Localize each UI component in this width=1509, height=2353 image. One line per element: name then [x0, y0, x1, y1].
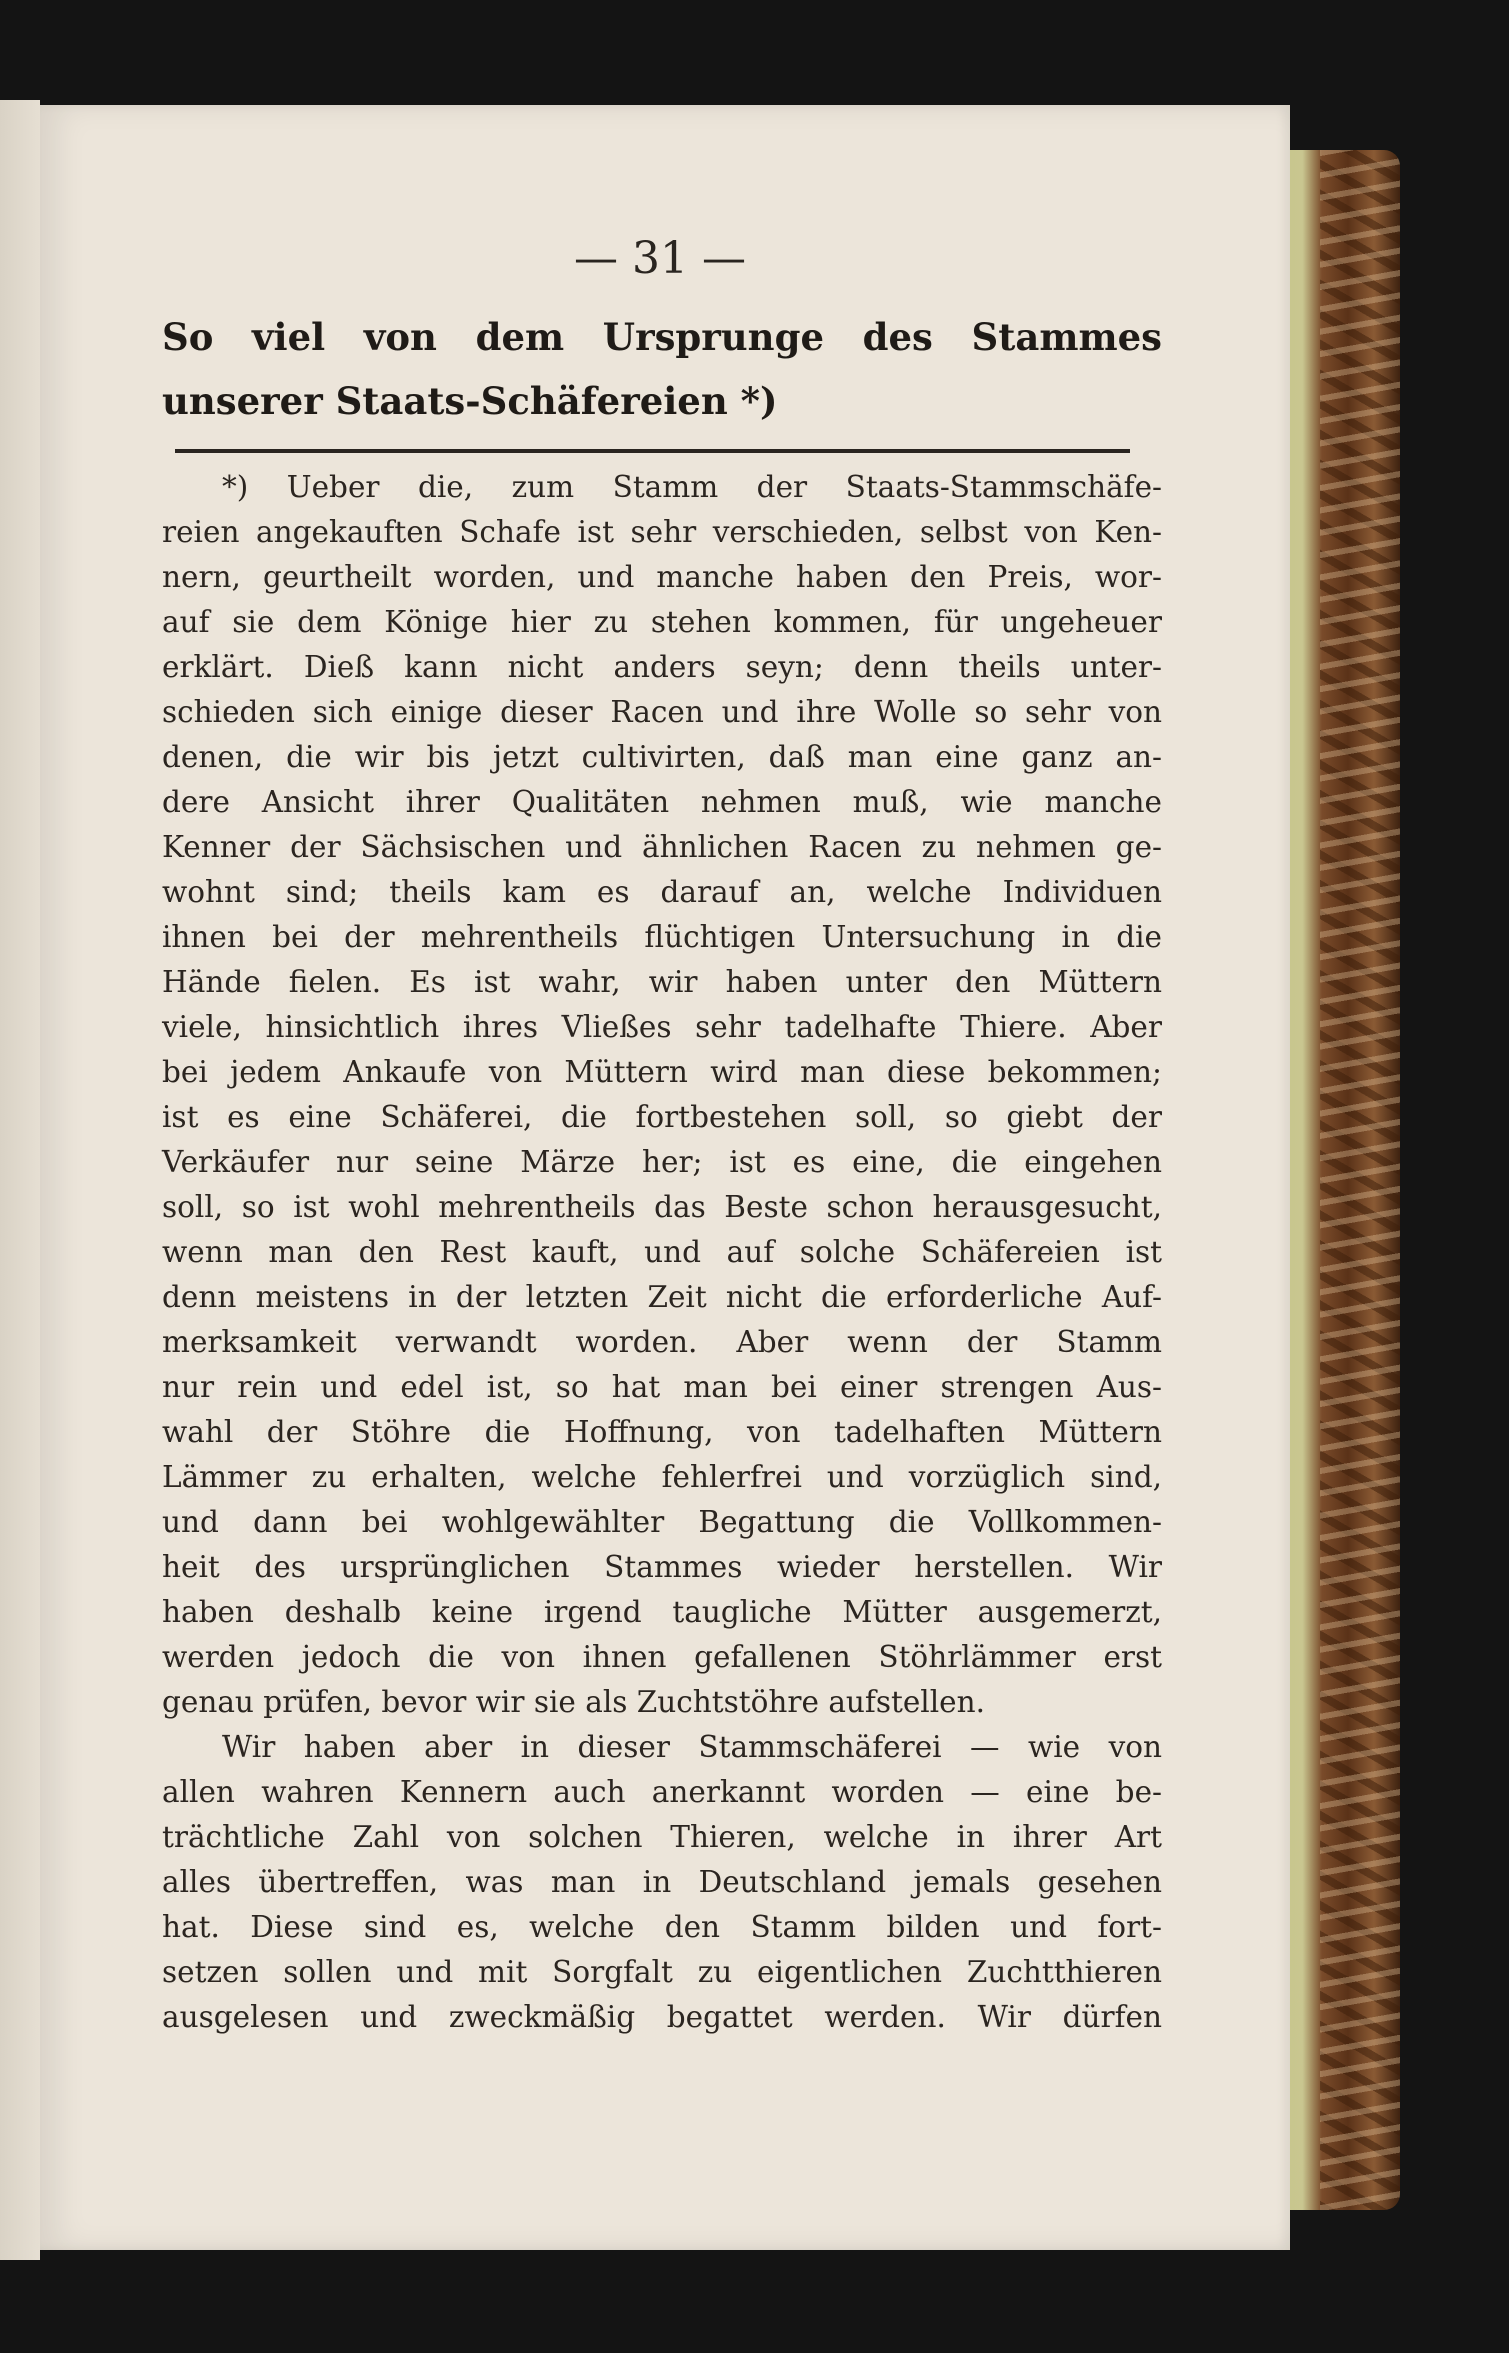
footnote-line: nur rein und edel ist, so hat man bei einer strengen Aus-	[162, 1370, 1162, 1404]
main-paragraph	[162, 1725, 1162, 2040]
footnote-line: denen, die wir bis jetzt cultivirten, daß man eine ganz an-	[162, 740, 1162, 774]
footnote-line: Lämmer zu erhalten, welche fehlerfrei und vorzüglich sind,	[162, 1460, 1162, 1494]
footnote-line: und dann bei wohlgewählter Begattung die Vollkommen-	[162, 1505, 1162, 1539]
footnote	[162, 465, 1162, 1725]
book-page	[40, 105, 1290, 2250]
footnote-line: Kenner der Sächsischen und ähnlichen Racen zu nehmen ge-	[162, 830, 1162, 864]
heading-line-1: So viel von dem Ursprunge des Stammes	[162, 315, 1162, 359]
footnote-line: wenn man den Rest kauft, und auf solche Schäfereien ist	[162, 1235, 1162, 1269]
footnote-line: Verkäufer nur seine Märze her; ist es eine, die eingehen	[162, 1145, 1162, 1179]
footnote-line: soll, so ist wohl mehrentheils das Beste schon herausgesucht,	[162, 1190, 1162, 1224]
footnote-line: genau prüfen, bevor wir sie als Zuchtstöhre aufstellen.	[162, 1685, 986, 1719]
footnote-line: ihnen bei der mehrentheils flüchtigen Untersuchung in die	[162, 920, 1162, 954]
paragraph-line: setzen sollen und mit Sorgfalt zu eigentlichen Zuchtthieren	[162, 1955, 1162, 1989]
footnote-line: ist es eine Schäferei, die fortbestehen soll, so giebt der	[162, 1100, 1162, 1134]
footnote-line: haben deshalb keine irgend taugliche Mütter ausgemerzt,	[162, 1595, 1162, 1629]
paragraph-line: Wir haben aber in dieser Stammschäferei — wie von	[222, 1730, 1162, 1764]
paragraph-line: ausgelesen und zweckmäßig begattet werden. Wir dürfen	[162, 2000, 1162, 2034]
footnote-line: heit des ursprünglichen Stammes wieder herstellen. Wir	[162, 1550, 1162, 1584]
paragraph-line: alles übertreffen, was man in Deutschland jemals gesehen	[162, 1865, 1162, 1899]
marbled-edge	[1320, 150, 1400, 2210]
footnote-line: merksamkeit verwandt worden. Aber wenn der Stamm	[162, 1325, 1162, 1359]
paragraph-line: allen wahren Kennern auch anerkannt worden — eine be-	[162, 1775, 1162, 1809]
footnote-line: wahl der Stöhre die Hoffnung, von tadelhaften Müttern	[162, 1415, 1162, 1449]
footnote-line: auf sie dem Könige hier zu stehen kommen, für ungeheuer	[162, 605, 1162, 639]
footnote-line: schieden sich einige dieser Racen und ihre Wolle so sehr von	[162, 695, 1162, 729]
footnote-line: Hände fielen. Es ist wahr, wir haben unter den Müttern	[162, 965, 1162, 999]
footnote-line: reien angekauften Schafe ist sehr verschieden, selbst von Ken-	[162, 515, 1162, 549]
footnote-line: nern, geurtheilt worden, und manche haben den Preis, wor-	[162, 560, 1162, 594]
page-number: — 31 —	[574, 233, 746, 284]
left-page-edge	[0, 100, 40, 2260]
paragraph-line: trächtliche Zahl von solchen Thieren, welche in ihrer Art	[162, 1820, 1162, 1854]
footnote-line: *) Ueber die, zum Stamm der Staats-Stammschäfe-	[222, 470, 1162, 504]
footnote-line: wohnt sind; theils kam es darauf an, welche Individuen	[162, 875, 1162, 909]
paragraph-line: hat. Diese sind es, welche den Stamm bilden und fort-	[162, 1910, 1162, 1944]
section-heading	[162, 305, 1162, 433]
footnote-line: denn meistens in der letzten Zeit nicht die erforderliche Auf-	[162, 1280, 1162, 1314]
footnote-line: werden jedoch die von ihnen gefallenen Stöhrlämmer erst	[162, 1640, 1162, 1674]
footnote-line: dere Ansicht ihrer Qualitäten nehmen muß, wie manche	[162, 785, 1162, 819]
page-body	[162, 465, 1162, 2040]
footnote-line: viele, hinsichtlich ihres Vließes sehr tadelhafte Thiere. Aber	[162, 1010, 1162, 1044]
footnote-line: erklärt. Dieß kann nicht anders seyn; denn theils unter-	[162, 650, 1162, 684]
footnote-line: bei jedem Ankaufe von Müttern wird man diese bekommen;	[162, 1055, 1162, 1089]
heading-line-2: unserer Staats-Schäfereien *)	[162, 379, 778, 423]
footnote-rule	[175, 449, 1130, 453]
